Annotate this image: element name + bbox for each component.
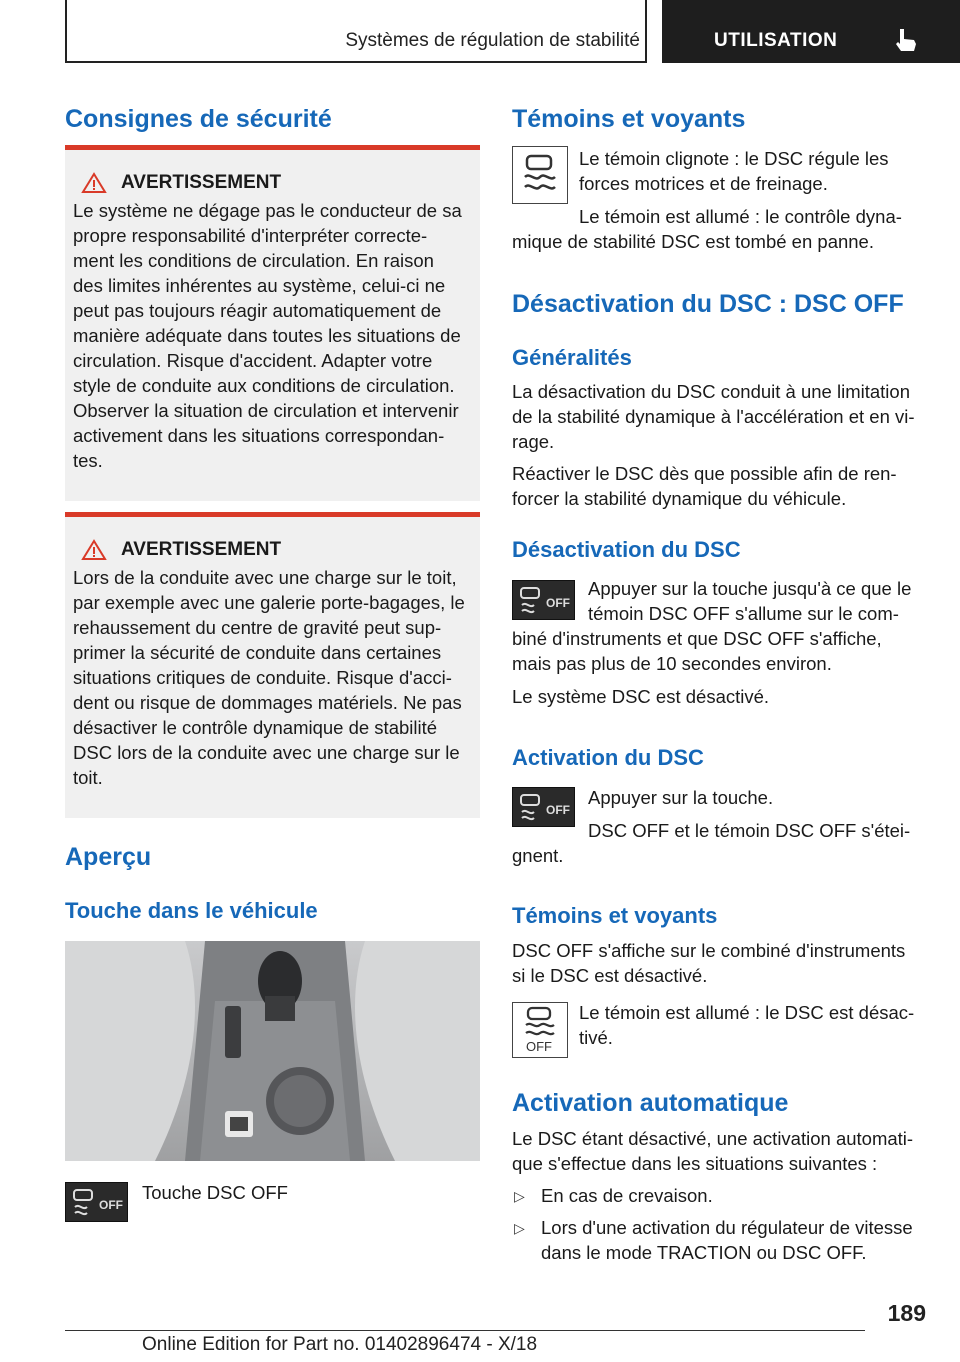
dsc-off-button-icon xyxy=(512,580,575,620)
warning-triangle-icon xyxy=(81,539,107,561)
chapter-tab-label: UTILISATION xyxy=(714,30,838,51)
activation-paragraph-2b: gnent. xyxy=(512,845,564,866)
indicator-paragraph-2a: Le témoin est allumé : le contrôle dyna- xyxy=(579,206,902,227)
list-item: En cas de crevaison. xyxy=(541,1185,713,1206)
bullet-icon: ▷ xyxy=(514,1188,525,1204)
warning-title-text: AVERTISSEMENT xyxy=(121,539,282,560)
activation-heading: Activation du DSC xyxy=(512,745,704,770)
svg-text:OFF: OFF xyxy=(526,1039,552,1054)
svg-text:OFF: OFF xyxy=(546,803,570,817)
deactivation-paragraph-1b: biné d'instruments et que DSC OFF s'affiche, mais pas plus de 10 secondes environ. xyxy=(512,628,882,674)
deactivation-heading: Désactivation du DSC : DSC OFF xyxy=(512,290,904,318)
general-paragraph-1: La désactivation du DSC conduit à une limitation de la stabilité dynamique à l'accélération et en vi- rage. xyxy=(512,381,915,452)
warning-title-text: AVERTISSEMENT xyxy=(121,172,282,193)
deactivation-paragraph-2: Le système DSC est désactivé. xyxy=(512,686,770,707)
overview-heading: Aperçu xyxy=(65,843,152,871)
dsc-indicator-icon xyxy=(512,146,568,204)
warning-box-1 xyxy=(65,145,480,501)
automatic-activation-heading: Activation automatique xyxy=(512,1089,789,1117)
photo-caption: Touche DSC OFF xyxy=(142,1182,288,1203)
warning-triangle-icon xyxy=(81,172,107,194)
list-item: Lors d'une activation du régulateur de vitesse dans le mode TRACTION ou DSC OFF. xyxy=(541,1217,913,1263)
dsc-off-button-icon xyxy=(65,1182,128,1222)
deactivation-paragraph-1a: Appuyer sur la touche jusqu'à ce que le témoin DSC OFF s'allume sur le com- xyxy=(588,578,912,624)
general-heading: Généralités xyxy=(512,345,632,370)
warning-title-1 xyxy=(73,172,472,194)
section-title: Systèmes de régulation de stabilité xyxy=(345,30,640,51)
footer-edition: Online Edition for Part no. 01402896474 - X/18 xyxy=(142,1334,538,1355)
warning-box-2 xyxy=(65,512,480,818)
center-console-photo xyxy=(65,941,480,1161)
dsc-off-button-icon xyxy=(512,787,575,827)
deactivation-subheading: Désactivation du DSC xyxy=(512,537,741,562)
warning-title-2 xyxy=(73,539,472,561)
warning-2-text: Lors de la conduite avec une charge sur le toit, par exemple avec une galerie porte-bagages, le rehaussement du centre de gravité peut sup- primer la sécurité de conduite dans certaines situations critiques de conduite. Risque d'acci- dent ou risque de dommages matériels. Ne pas désactiver le contrôle dynamique de stabilité DSC lors de la conduite avec une charge sur le toit. xyxy=(73,567,465,788)
indicator-paragraph-1: Le témoin clignote : le DSC régule les forces motrices et de freinage. xyxy=(579,148,889,194)
chapter-tab[interactable] xyxy=(662,0,960,63)
warning-1-text: Le système ne dégage pas le conducteur de sa propre responsabilité d'interpréter correcte- ment les conditions de circulation. En raison des limites inhérentes au système, celui-ci ne peut pas toujours réagir automatiquement de manière adéquate dans toutes les situations de circulation. Risque d'accident. Adapter votre style de conduite aux conditions de circulation. Observer la situation de circulation et intervenir activement dans les situations correspondan- tes. xyxy=(73,200,462,471)
footer-divider xyxy=(65,1330,865,1331)
hand-pointer-icon xyxy=(892,26,920,54)
indicators2-paragraph-2: Le témoin est allumé : le DSC est désac- tivé. xyxy=(579,1002,915,1048)
svg-text:OFF: OFF xyxy=(99,1198,123,1212)
activation-paragraph-2a: DSC OFF et le témoin DSC OFF s'étei- xyxy=(588,820,911,841)
general-paragraph-2: Réactiver le DSC dès que possible afin de ren- forcer la stabilité dynamique du véhicule. xyxy=(512,463,897,509)
vehicle-button-heading: Touche dans le véhicule xyxy=(65,898,318,923)
bullet-icon: ▷ xyxy=(514,1220,525,1236)
dsc-off-indicator-icon xyxy=(512,1002,568,1058)
indicators2-heading: Témoins et voyants xyxy=(512,903,718,928)
page-number: 189 xyxy=(887,1300,926,1326)
automatic-activation-paragraph: Le DSC étant désactivé, une activation automati- que s'effectue dans les situations suivantes : xyxy=(512,1128,914,1174)
indicators2-paragraph-1: DSC OFF s'affiche sur le combiné d'instruments si le DSC est désactivé. xyxy=(512,940,906,986)
safety-heading: Consignes de sécurité xyxy=(65,105,332,133)
activation-paragraph-1: Appuyer sur la touche. xyxy=(588,787,774,808)
indicators-heading: Témoins et voyants xyxy=(512,105,746,133)
svg-text:OFF: OFF xyxy=(546,596,570,610)
indicator-paragraph-2b: mique de stabilité DSC est tombé en panne. xyxy=(512,231,874,252)
